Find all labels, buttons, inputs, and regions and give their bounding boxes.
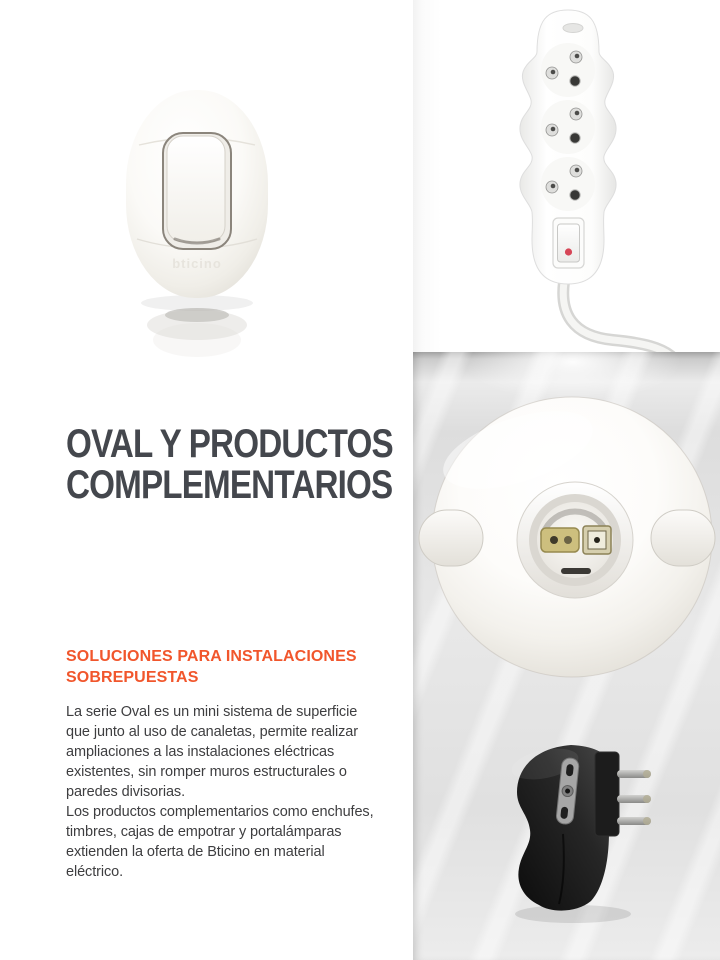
strip-switch-red-dot	[565, 248, 572, 255]
body-paragraph-1: La serie Oval es un mini sistema de superficie que junto al uso de canaletas, permite realizar ampliaciones a las instalaciones eléctricas existentes, sin romper muros estructurales o paredes divisorias.	[66, 704, 358, 800]
body-paragraph-2: Los productos complementarios como enchufes, timbres, cajas de empotrar y portalámparas extienden la oferta de Bticino en material eléctrico.	[66, 804, 374, 880]
backdrop-photo	[413, 352, 720, 960]
backdrop-graphic	[413, 352, 720, 960]
power-strip-photo	[413, 0, 720, 352]
section-heading-line-2: SOBREPUESTAS	[66, 669, 199, 686]
strip-socket-1	[541, 43, 595, 97]
power-strip-graphic	[413, 0, 720, 352]
strip-indicator-window	[563, 24, 583, 33]
lamp-holder-photo	[419, 395, 715, 677]
lamp-bottom-slot	[561, 568, 591, 574]
plug-adapter-photo	[509, 743, 651, 923]
page-title	[66, 424, 393, 506]
strip-socket-2	[541, 100, 595, 154]
page-title-line-1: OVAL Y PRODUCTOS	[66, 422, 393, 466]
switch-reflection	[147, 308, 247, 357]
lamp-side-tab-right	[651, 510, 715, 566]
lamp-socket-recess	[517, 482, 633, 598]
plug-pins	[617, 770, 651, 825]
switch-rocker	[167, 136, 225, 242]
strip-cord	[563, 282, 671, 352]
lamp-side-tab-left	[419, 510, 483, 566]
switch-brand-embossed: bticino	[172, 256, 222, 271]
section-heading-line-1: SOLUCIONES PARA INSTALACIONES	[66, 648, 357, 665]
body-text	[66, 702, 384, 882]
section-heading	[66, 646, 357, 688]
lamp-contact-left	[541, 528, 579, 552]
strip-socket-3	[541, 157, 595, 211]
page-title-line-2: COMPLEMENTARIOS	[66, 463, 393, 507]
oval-switch-graphic	[103, 63, 293, 373]
oval-switch-photo	[103, 63, 293, 373]
plug-pin-block	[595, 752, 619, 836]
strip-power-switch	[553, 218, 584, 268]
